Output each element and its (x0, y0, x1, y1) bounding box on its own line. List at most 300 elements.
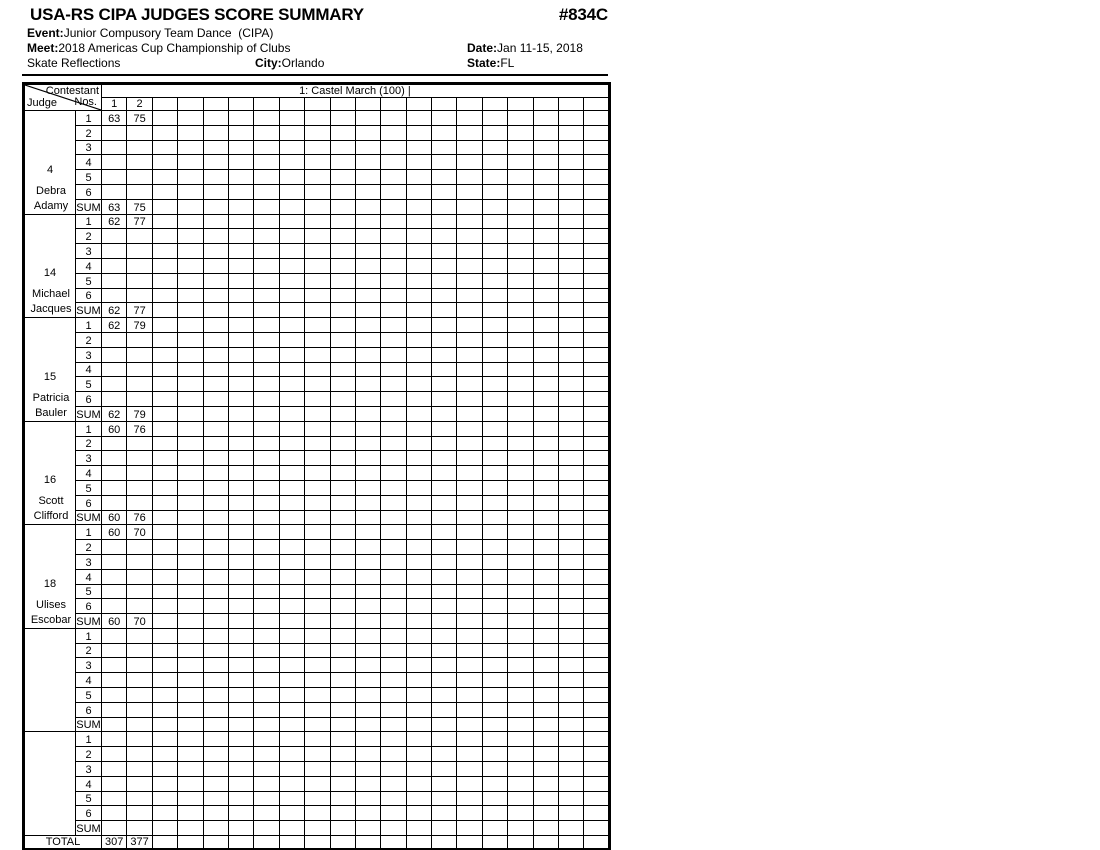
score-cell (533, 510, 558, 525)
score-cell (127, 554, 152, 569)
score-cell (279, 540, 304, 555)
score-cell (127, 673, 152, 688)
report-title: USA-RS CIPA JUDGES SCORE SUMMARY (30, 5, 364, 24)
score-cell (559, 762, 584, 777)
judge-3-row-6 (24, 392, 610, 407)
score-cell (432, 525, 457, 540)
score-cell (432, 702, 457, 717)
score-cell (305, 510, 330, 525)
score-cell (355, 362, 380, 377)
row-label-cell: 4 (76, 776, 102, 791)
score-cell (533, 436, 558, 451)
score-cell (355, 643, 380, 658)
score-cell (254, 392, 279, 407)
score-cell (330, 392, 355, 407)
total-score-cell (482, 836, 507, 850)
score-cell (508, 584, 533, 599)
score-cell (381, 288, 406, 303)
score-cell (457, 791, 482, 806)
score-cell (305, 540, 330, 555)
judge-name-line: Patricia (32, 391, 70, 404)
score-cell (559, 170, 584, 185)
score-cell (457, 510, 482, 525)
score-cell (355, 688, 380, 703)
score-cell (482, 466, 507, 481)
state-label: State: (467, 56, 501, 70)
score-cell (203, 258, 228, 273)
score-cell (279, 392, 304, 407)
score-cell (508, 732, 533, 747)
score-cell (254, 184, 279, 199)
score-cell (127, 806, 152, 821)
score-cell (254, 421, 279, 436)
score-cell (355, 258, 380, 273)
score-cell (203, 495, 228, 510)
score-cell (228, 806, 253, 821)
score-cell (381, 273, 406, 288)
judge-1-row-4 (24, 155, 610, 170)
score-cell (482, 806, 507, 821)
score-cell (406, 406, 431, 421)
row-label-cell: 4 (76, 362, 102, 377)
score-cell (559, 451, 584, 466)
score-cell (508, 466, 533, 481)
score-cell (355, 155, 380, 170)
score-cell (381, 554, 406, 569)
total-score-cell: 307 (102, 836, 127, 850)
score-cell (482, 214, 507, 229)
score-cell (508, 495, 533, 510)
score-cell (127, 273, 152, 288)
score-cell (381, 732, 406, 747)
judge-6-row-5 (24, 688, 610, 703)
score-cell (279, 525, 304, 540)
score-cell (355, 732, 380, 747)
score-cell (254, 643, 279, 658)
score-cell (533, 421, 558, 436)
score-cell (102, 362, 127, 377)
score-cell (127, 258, 152, 273)
score-cell (305, 525, 330, 540)
score-cell (152, 643, 177, 658)
score-cell (584, 554, 609, 569)
score-cell (482, 510, 507, 525)
score-cell (279, 510, 304, 525)
score-cell (330, 776, 355, 791)
score-cell (228, 288, 253, 303)
score-cell (381, 584, 406, 599)
score-cell (330, 717, 355, 732)
score-cell (482, 377, 507, 392)
score-cell (406, 377, 431, 392)
row-label-cell: 1 (76, 421, 102, 436)
row-label-cell: 3 (76, 658, 102, 673)
score-cell (127, 658, 152, 673)
score-cell (355, 673, 380, 688)
score-cell (432, 199, 457, 214)
score-cell (406, 628, 431, 643)
row-label-cell: 3 (76, 451, 102, 466)
score-cell (203, 821, 228, 836)
score-cell (228, 155, 253, 170)
score-cell (254, 258, 279, 273)
score-cell (381, 658, 406, 673)
score-cell: 63 (102, 199, 127, 214)
score-cell (508, 170, 533, 185)
score-cell (279, 214, 304, 229)
row-label-cell: 5 (76, 273, 102, 288)
corner-label-nos: Nos. (74, 96, 97, 108)
score-cell (533, 273, 558, 288)
score-cell (432, 569, 457, 584)
score-cell (178, 244, 203, 259)
score-cell (559, 406, 584, 421)
score-cell (432, 643, 457, 658)
score-cell (533, 258, 558, 273)
score-cell (152, 628, 177, 643)
score-cell (152, 155, 177, 170)
corner-label-contestant: Contestant (45, 85, 99, 97)
score-cell (254, 318, 279, 333)
score-cell (406, 258, 431, 273)
score-cell (203, 214, 228, 229)
judge-cell (24, 214, 76, 318)
score-cell (584, 347, 609, 362)
score-cell (178, 806, 203, 821)
score-cell (305, 599, 330, 614)
score-cell (432, 140, 457, 155)
total-score-cell (305, 836, 330, 850)
score-cell (178, 125, 203, 140)
judge-number: 18 (43, 577, 57, 590)
score-cell (178, 273, 203, 288)
score-cell (559, 273, 584, 288)
score-cell (254, 747, 279, 762)
total-score-cell (584, 836, 609, 850)
score-cell (381, 214, 406, 229)
score-cell (102, 732, 127, 747)
score-cell (432, 599, 457, 614)
judge-5-row-SUM (24, 614, 610, 629)
score-cell (533, 184, 558, 199)
score-cell (102, 673, 127, 688)
row-label-cell: 1 (76, 525, 102, 540)
score-cell (228, 791, 253, 806)
score-cell (559, 584, 584, 599)
score-cell (508, 806, 533, 821)
score-cell (330, 510, 355, 525)
score-cell (457, 318, 482, 333)
score-cell (432, 540, 457, 555)
score-cell (482, 318, 507, 333)
score-cell (381, 673, 406, 688)
contestant-number-cell (508, 98, 533, 111)
score-cell (559, 347, 584, 362)
score-cell (254, 584, 279, 599)
score-cell (279, 762, 304, 777)
score-cell (457, 229, 482, 244)
score-cell (457, 347, 482, 362)
score-cell (254, 762, 279, 777)
score-cell (127, 776, 152, 791)
score-cell (228, 643, 253, 658)
score-cell (584, 584, 609, 599)
score-cell (178, 406, 203, 421)
score-cell (330, 155, 355, 170)
row-label-cell: 4 (76, 466, 102, 481)
score-cell (559, 510, 584, 525)
score-cell (559, 806, 584, 821)
score-cell (482, 140, 507, 155)
score-cell (381, 614, 406, 629)
score-cell (508, 702, 533, 717)
score-cell (228, 421, 253, 436)
score-cell: 62 (102, 406, 127, 421)
score-cell (254, 540, 279, 555)
score-cell (178, 318, 203, 333)
row-label-cell: SUM (76, 199, 102, 214)
score-cell (203, 318, 228, 333)
score-cell (559, 377, 584, 392)
score-cell (406, 125, 431, 140)
score-cell (457, 332, 482, 347)
score-cell (584, 525, 609, 540)
score-cell (102, 762, 127, 777)
score-cell (178, 392, 203, 407)
score-cell (279, 466, 304, 481)
score-cell (559, 332, 584, 347)
score-cell (127, 821, 152, 836)
score-cell (178, 525, 203, 540)
score-table (22, 82, 611, 850)
judge-cell (24, 525, 76, 629)
score-cell (279, 436, 304, 451)
score-cell (432, 377, 457, 392)
score-cell (559, 688, 584, 703)
score-cell (228, 466, 253, 481)
score-cell (102, 258, 127, 273)
score-cell (381, 392, 406, 407)
score-cell (152, 525, 177, 540)
score-cell (178, 347, 203, 362)
score-cell (432, 554, 457, 569)
score-cell (381, 451, 406, 466)
score-cell (432, 214, 457, 229)
score-cell (127, 495, 152, 510)
score-cell (279, 111, 304, 126)
score-cell (482, 362, 507, 377)
score-cell (559, 125, 584, 140)
score-cell (203, 717, 228, 732)
score-cell (228, 747, 253, 762)
score-cell (228, 732, 253, 747)
score-cell (355, 480, 380, 495)
score-cell (457, 170, 482, 185)
score-cell (152, 377, 177, 392)
score-cell (559, 599, 584, 614)
score-cell (482, 554, 507, 569)
score-cell (381, 466, 406, 481)
score-cell (152, 584, 177, 599)
total-score-cell (152, 836, 177, 850)
judge-3-row-4 (24, 362, 610, 377)
score-cell (457, 673, 482, 688)
score-cell (584, 702, 609, 717)
row-label-cell: 1 (76, 628, 102, 643)
score-cell (432, 510, 457, 525)
contestant-number-cell (152, 98, 177, 111)
score-cell (355, 303, 380, 318)
score-cell (178, 421, 203, 436)
score-cell (152, 288, 177, 303)
score-cell (457, 628, 482, 643)
score-cell (533, 155, 558, 170)
total-score-cell (355, 836, 380, 850)
score-cell (482, 170, 507, 185)
score-cell (203, 140, 228, 155)
score-cell (584, 688, 609, 703)
score-cell (584, 318, 609, 333)
score-cell (330, 540, 355, 555)
score-cell (228, 377, 253, 392)
score-cell (508, 821, 533, 836)
score-cell (178, 111, 203, 126)
score-cell (584, 599, 609, 614)
score-cell (584, 244, 609, 259)
score-cell (279, 643, 304, 658)
score-cell (102, 244, 127, 259)
score-cell (533, 762, 558, 777)
score-cell (330, 362, 355, 377)
score-cell (355, 806, 380, 821)
score-cell (432, 673, 457, 688)
score-cell (203, 377, 228, 392)
judge-6-row-2 (24, 643, 610, 658)
score-cell: 76 (127, 421, 152, 436)
score-cell (305, 155, 330, 170)
score-cell (279, 332, 304, 347)
score-cell (305, 732, 330, 747)
total-score-cell (254, 836, 279, 850)
score-cell (533, 318, 558, 333)
corner-label-judge: Judge (27, 97, 57, 109)
score-cell (203, 569, 228, 584)
score-cell (406, 569, 431, 584)
score-cell (584, 229, 609, 244)
score-cell (254, 362, 279, 377)
score-cell (508, 303, 533, 318)
score-cell (228, 392, 253, 407)
score-cell (279, 273, 304, 288)
score-cell (305, 273, 330, 288)
score-cell (508, 111, 533, 126)
score-cell (584, 406, 609, 421)
score-cell (355, 495, 380, 510)
score-cell (584, 258, 609, 273)
score-cell (584, 495, 609, 510)
score-cell (406, 318, 431, 333)
score-cell (533, 776, 558, 791)
judge-3-row-1 (24, 318, 610, 333)
judge-6-row-3 (24, 658, 610, 673)
score-cell (533, 554, 558, 569)
score-cell (127, 347, 152, 362)
total-score-cell (432, 836, 457, 850)
score-cell (330, 791, 355, 806)
score-cell (508, 184, 533, 199)
score-cell (330, 495, 355, 510)
score-cell (533, 229, 558, 244)
score-cell (508, 451, 533, 466)
score-cell (381, 791, 406, 806)
score-cell (228, 273, 253, 288)
score-cell (152, 421, 177, 436)
score-cell (203, 347, 228, 362)
contestant-number-cell (228, 98, 253, 111)
score-cell (305, 821, 330, 836)
score-cell (178, 214, 203, 229)
score-cell (279, 421, 304, 436)
score-cell (178, 510, 203, 525)
row-label-cell: 2 (76, 643, 102, 658)
score-cell (533, 288, 558, 303)
score-cell (406, 688, 431, 703)
score-cell: 60 (102, 525, 127, 540)
score-cell (406, 332, 431, 347)
score-cell (228, 244, 253, 259)
score-cell (203, 791, 228, 806)
score-cell (584, 614, 609, 629)
score-cell (127, 643, 152, 658)
score-cell (102, 347, 127, 362)
score-cell (432, 362, 457, 377)
score-cell (203, 584, 228, 599)
total-score-cell (381, 836, 406, 850)
score-cell (305, 111, 330, 126)
score-cell (457, 480, 482, 495)
score-cell (584, 125, 609, 140)
score-cell (457, 436, 482, 451)
score-cell (355, 658, 380, 673)
score-cell (406, 510, 431, 525)
judge-7-row-5 (24, 791, 610, 806)
score-cell (406, 540, 431, 555)
row-label-cell: 5 (76, 791, 102, 806)
score-cell (584, 111, 609, 126)
score-cell (279, 717, 304, 732)
score-cell (330, 170, 355, 185)
score-cell (152, 614, 177, 629)
judge-name-line: Bauler (35, 406, 67, 419)
score-cell (279, 584, 304, 599)
score-cell (381, 495, 406, 510)
score-cell (228, 658, 253, 673)
score-cell (305, 392, 330, 407)
score-cell (102, 599, 127, 614)
score-cell (254, 244, 279, 259)
score-cell (178, 480, 203, 495)
score-cell (228, 406, 253, 421)
score-cell (330, 688, 355, 703)
score-cell (254, 628, 279, 643)
score-cell (203, 125, 228, 140)
score-cell (533, 658, 558, 673)
score-cell (533, 732, 558, 747)
score-cell (559, 495, 584, 510)
score-cell (457, 140, 482, 155)
row-label-cell: 6 (76, 392, 102, 407)
score-cell (355, 510, 380, 525)
